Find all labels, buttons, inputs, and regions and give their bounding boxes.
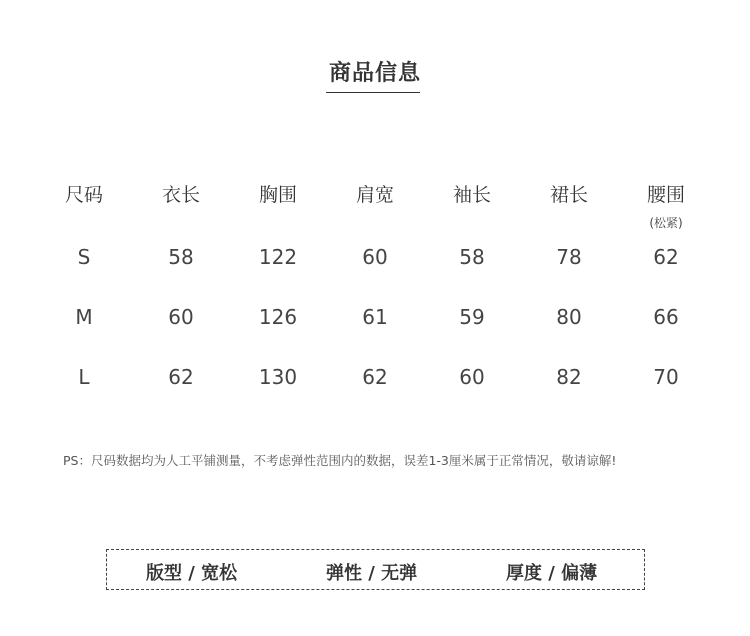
table-row	[36, 365, 716, 405]
waist-cell: 62	[653, 245, 679, 269]
fit-attribute: 版型 / 宽松	[146, 563, 238, 584]
length-cell: 58	[168, 245, 194, 269]
shoulder-cell: 60	[362, 245, 388, 269]
bust-cell: 126	[258, 305, 298, 329]
skirt-length-cell: 82	[556, 365, 582, 389]
sleeve-cell: 60	[459, 365, 485, 389]
length-cell: 62	[168, 365, 194, 389]
size-cell: M	[75, 305, 93, 329]
table-row	[36, 245, 716, 285]
size-cell: L	[78, 365, 90, 389]
header-waist: 腰围	[646, 184, 685, 206]
elasticity-attribute: 弹性 / 无弹	[326, 563, 418, 584]
sleeve-cell: 59	[459, 305, 485, 329]
measurement-note: PS：尺码数据均为人工平铺测量，不考虑弹性范围内的数据，误差1-3厘米属于正常情况，敬请谅解!	[63, 453, 617, 468]
attributes-box	[106, 549, 645, 590]
size-cell: S	[77, 245, 91, 269]
page-title: 商品信息	[328, 61, 421, 86]
shoulder-cell: 61	[362, 305, 388, 329]
title-underline	[326, 92, 420, 93]
header-bust: 胸围	[258, 184, 297, 206]
bust-cell: 122	[258, 245, 298, 269]
skirt-length-cell: 78	[556, 245, 582, 269]
header-size: 尺码	[64, 184, 103, 206]
sleeve-cell: 58	[459, 245, 485, 269]
shoulder-cell: 62	[362, 365, 388, 389]
table-row	[36, 305, 716, 345]
waist-elastic-note: (松紧)	[649, 216, 683, 230]
header-shoulder: 肩宽	[355, 184, 394, 206]
waist-cell: 70	[653, 365, 679, 389]
header-skirt-length: 裙长	[549, 184, 588, 206]
thickness-attribute: 厚度 / 偏薄	[506, 563, 598, 584]
header-sleeve: 袖长	[452, 184, 491, 206]
bust-cell: 130	[258, 365, 298, 389]
waist-cell: 66	[653, 305, 679, 329]
skirt-length-cell: 80	[556, 305, 582, 329]
length-cell: 60	[168, 305, 194, 329]
header-length: 衣长	[161, 184, 200, 206]
table-header-row	[36, 180, 716, 230]
